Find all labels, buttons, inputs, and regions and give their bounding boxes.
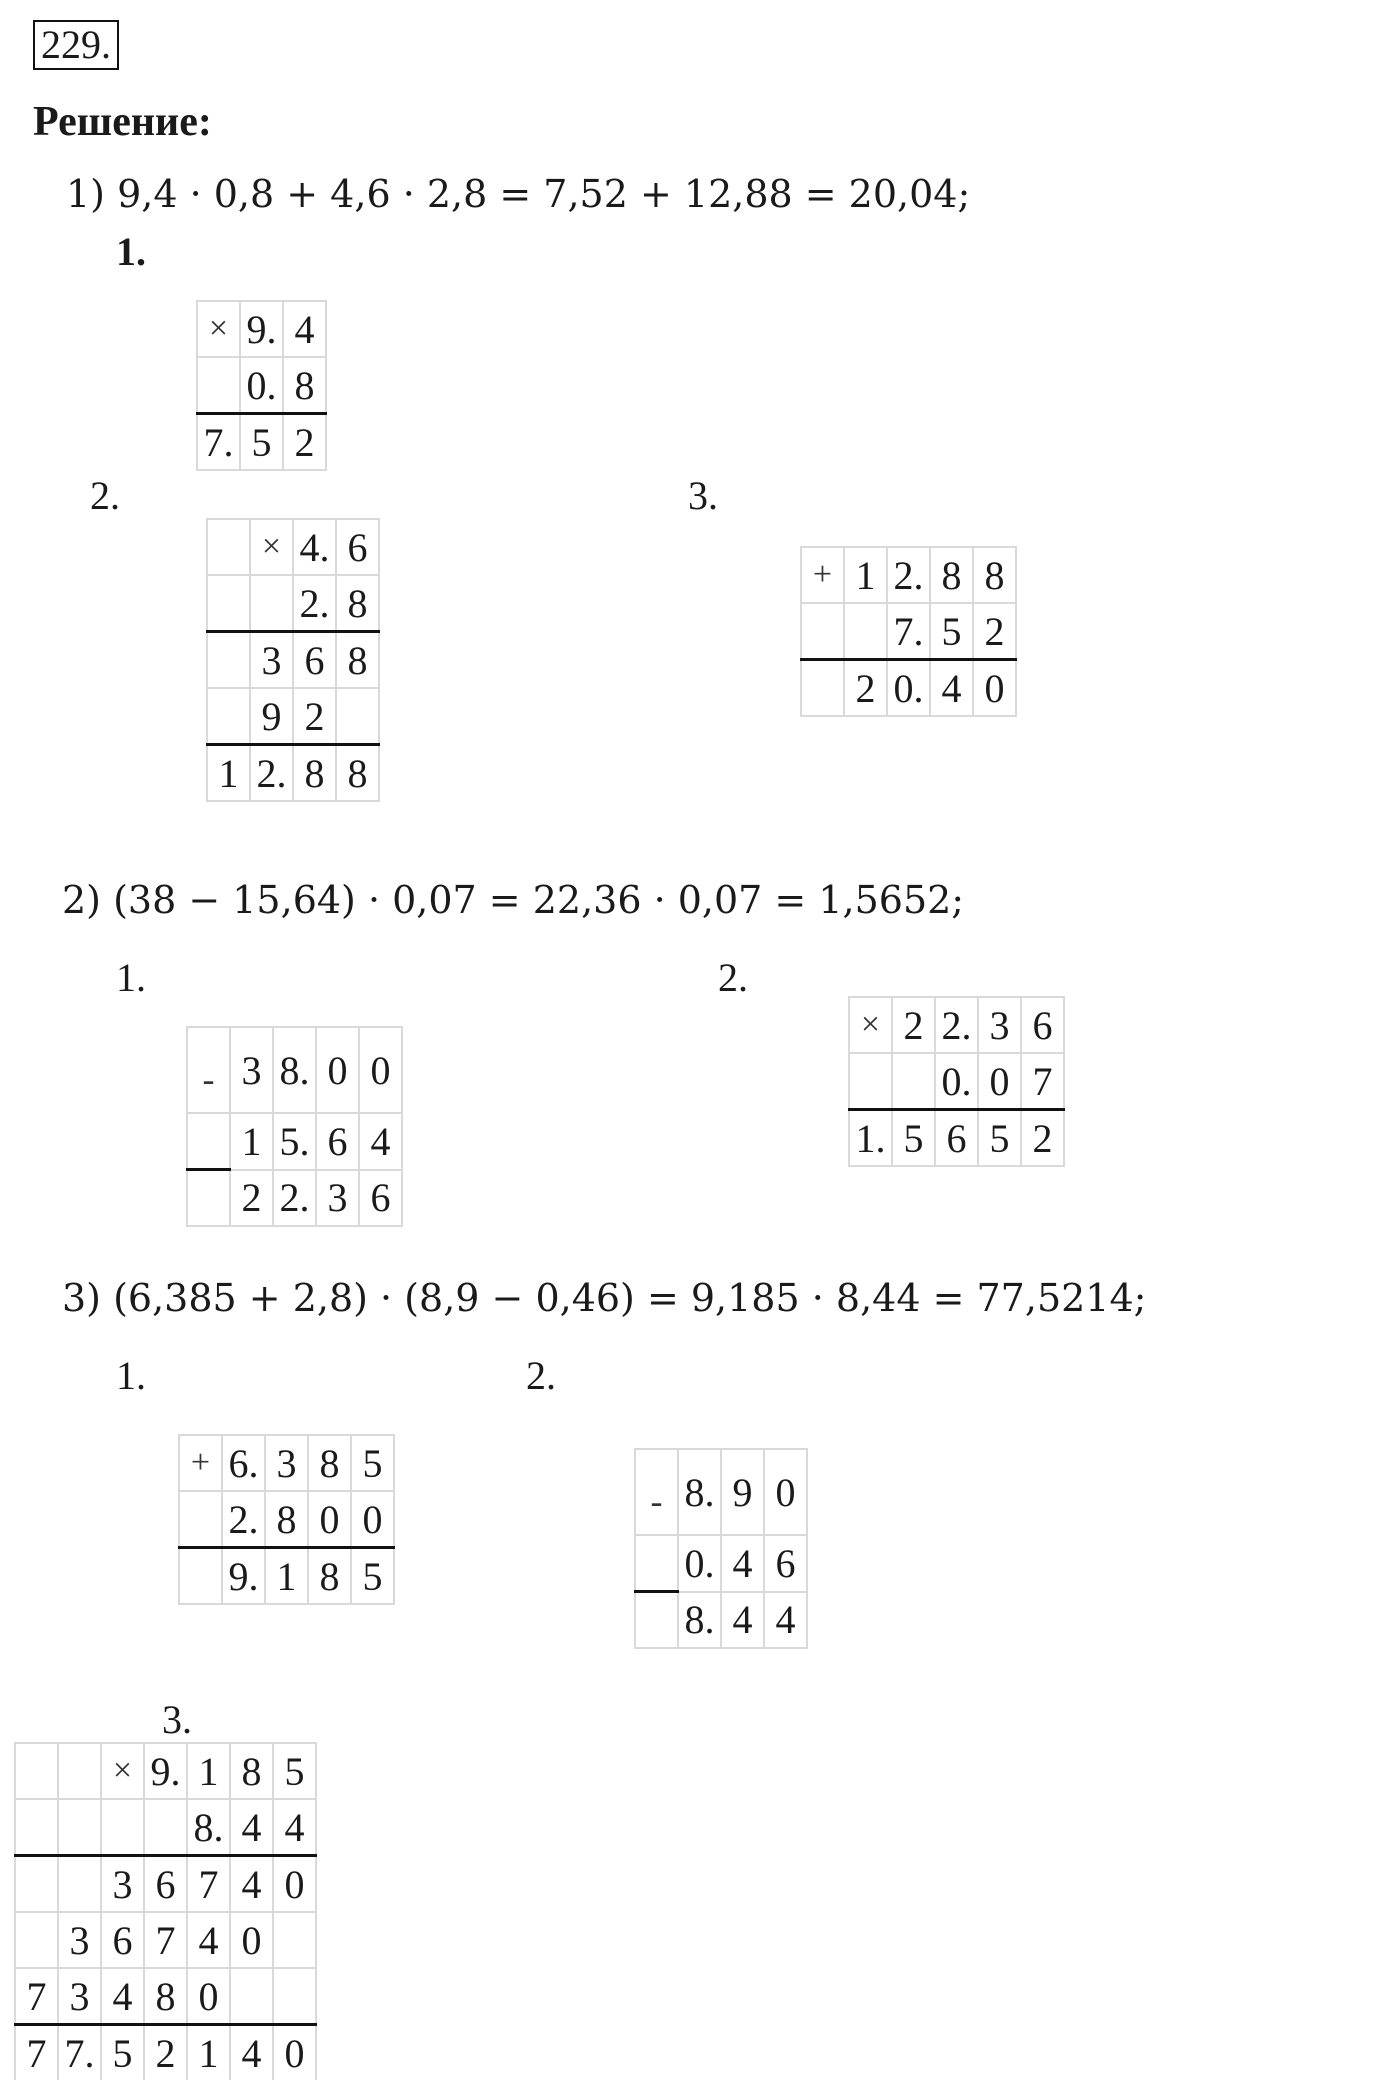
grid-cell: 5. [273,1113,316,1170]
part3-equation: 3) (6,385 + 2,8) · (8,9 − 0,46) = 9,185 · 8,44 = 77,5214; [62,1276,1147,1320]
grid-row [197,357,326,414]
grid-cell: 2. [273,1170,316,1227]
grid-row [15,1856,316,1913]
part2-step1-label: 1. [116,955,146,1000]
grid-row [207,575,379,632]
grid-cell: 3 [230,1027,273,1113]
grid-cell: 0. [240,357,283,414]
part1-grid2 [206,518,380,802]
grid-cell: 6 [336,519,379,575]
grid-row [801,660,1016,717]
part3-step1-label: 1. [116,1353,146,1398]
grid-cell: 4 [930,660,973,717]
grid-cell: 7. [58,2025,101,2080]
grid-cell: 2 [230,1170,273,1227]
grid-cell: 4 [273,1799,316,1856]
grid-cell: 8 [336,632,379,689]
grid-cell: 8 [973,547,1016,603]
part3-step2-label: 2. [526,1353,556,1398]
grid-cell: 0 [273,1856,316,1913]
grid-cell: 8 [336,575,379,632]
operator-sign: × [250,519,293,575]
grid-cell: 1 [207,745,250,802]
grid-cell [336,688,379,745]
grid-cell: 8 [265,1491,308,1548]
grid-cell [179,1491,222,1548]
grid-cell [207,519,250,575]
part1-grid1 [196,300,327,471]
grid-cell: 3 [978,997,1021,1053]
grid-row [15,1912,316,1968]
grid-cell: 5 [351,1548,394,1605]
grid-cell: 4 [101,1968,144,2025]
grid-row [635,1535,807,1592]
grid-cell: 0 [187,1968,230,2025]
grid-cell: 2 [844,660,887,717]
grid-cell: 0 [764,1449,807,1535]
grid-cell [801,660,844,717]
grid-cell [207,575,250,632]
grid-row [635,1449,807,1535]
grid-cell [15,1856,58,1913]
part3-step3-label: 3. [162,1697,192,1742]
grid-cell: 2 [892,997,935,1053]
grid-cell: 3 [265,1435,308,1491]
grid-cell: 1 [187,1743,230,1799]
grid-cell [635,1592,678,1649]
grid-cell: 1 [187,2025,230,2080]
exercise-number-badge: 229. [33,20,119,70]
grid-cell: 9 [721,1449,764,1535]
grid-cell: 7 [15,1968,58,2025]
grid-cell: 0 [308,1491,351,1548]
grid-cell: 8 [293,745,336,802]
grid-cell: 0. [678,1535,721,1592]
grid-row [197,414,326,471]
grid-cell: 6 [316,1113,359,1170]
grid-cell: 7 [187,1856,230,1913]
grid-cell: 4 [230,2025,273,2080]
part3-grid2 [634,1448,808,1649]
grid-cell: 0 [351,1491,394,1548]
operator-sign: + [179,1435,222,1491]
grid-cell: 9. [240,301,283,357]
grid-cell: 7. [887,603,930,660]
grid-cell: 6 [1021,997,1064,1053]
grid-cell: 2. [222,1491,265,1548]
grid-cell: 9. [144,1743,187,1799]
grid-cell [15,1912,58,1968]
grid-cell: 5 [351,1435,394,1491]
grid-cell: 4. [293,519,336,575]
grid-cell: 8 [930,547,973,603]
grid-cell: 5 [978,1110,1021,1167]
grid-cell: 1. [849,1110,892,1167]
grid-cell [273,1912,316,1968]
grid-row [15,2025,316,2080]
grid-row [849,1053,1064,1110]
grid-cell: 3 [101,1856,144,1913]
grid-cell [144,1799,187,1856]
grid-cell [207,632,250,689]
grid-row [635,1592,807,1649]
grid-cell: 8. [678,1449,721,1535]
grid-cell [207,688,250,745]
operator-sign: × [197,301,240,357]
grid-row [207,632,379,689]
operator-sign: × [101,1743,144,1799]
grid-cell: 2. [935,997,978,1053]
grid-cell: 6 [359,1170,402,1227]
operator-sign: - [187,1027,230,1113]
grid-cell: 2. [293,575,336,632]
grid-row [15,1968,316,2025]
grid-cell: 4 [230,1799,273,1856]
grid-cell: 2 [293,688,336,745]
grid-cell: 2 [973,603,1016,660]
grid-cell: 3 [250,632,293,689]
grid-cell [197,357,240,414]
grid-cell [58,1856,101,1913]
grid-cell: 8 [144,1968,187,2025]
grid-row [187,1113,402,1170]
grid-cell [801,603,844,660]
grid-cell: 8 [283,357,326,414]
grid-cell: 0 [973,660,1016,717]
grid-cell [230,1968,273,2025]
grid-cell: 9 [250,688,293,745]
grid-cell: 4 [187,1912,230,1968]
grid-row [849,1110,1064,1167]
grid-cell: 0 [316,1027,359,1113]
grid-cell: 1 [230,1113,273,1170]
grid-cell [844,603,887,660]
grid-row [179,1491,394,1548]
part1-step1-label: 1. [116,229,146,274]
grid-row [15,1799,316,1856]
grid-cell: 4 [230,1856,273,1913]
grid-cell: 6 [144,1856,187,1913]
grid-row [207,688,379,745]
grid-cell [101,1799,144,1856]
grid-cell: 8 [336,745,379,802]
grid-cell: 0 [230,1912,273,1968]
grid-cell [849,1053,892,1110]
grid-cell: 0 [359,1027,402,1113]
grid-cell: 1 [844,547,887,603]
grid-cell: 8 [308,1435,351,1491]
operator-sign: + [801,547,844,603]
grid-cell: 8 [308,1548,351,1605]
grid-cell: 5 [101,2025,144,2080]
grid-cell: 2. [250,745,293,802]
grid-cell: 4 [359,1113,402,1170]
grid-cell [187,1113,230,1170]
grid-row [179,1548,394,1605]
grid-row [801,547,1016,603]
grid-cell: 2. [887,547,930,603]
grid-cell: 7 [1021,1053,1064,1110]
grid-cell: 6 [935,1110,978,1167]
grid-cell [179,1548,222,1605]
grid-cell [58,1799,101,1856]
grid-cell: 6 [293,632,336,689]
grid-cell: 3 [58,1968,101,2025]
part1-step2-label: 2. [90,473,120,518]
grid-cell: 0. [887,660,930,717]
part1-grid3 [800,546,1017,717]
grid-cell: 5 [892,1110,935,1167]
grid-cell: 7 [144,1912,187,1968]
grid-cell: 6 [101,1912,144,1968]
grid-cell: 9. [222,1548,265,1605]
grid-cell: 0 [978,1053,1021,1110]
grid-cell [58,1743,101,1799]
grid-cell: 4 [721,1535,764,1592]
grid-cell: 5 [273,1743,316,1799]
part2-grid1 [186,1026,403,1227]
grid-cell [15,1799,58,1856]
operator-sign: - [635,1449,678,1535]
part2-grid2 [848,996,1065,1167]
grid-cell: 2 [144,2025,187,2080]
grid-row [207,745,379,802]
grid-cell [187,1170,230,1227]
grid-row [197,301,326,357]
grid-row [15,1743,316,1799]
grid-cell: 6 [764,1535,807,1592]
grid-row [187,1027,402,1113]
grid-cell: 6. [222,1435,265,1491]
part1-step3-label: 3. [688,473,718,518]
grid-row [849,997,1064,1053]
part1-equation: 1) 9,4 · 0,8 + 4,6 · 2,8 = 7,52 + 12,88 = 20,04; [66,172,971,216]
grid-cell: 0. [935,1053,978,1110]
part3-grid1 [178,1434,395,1605]
grid-cell [273,1968,316,2025]
part2-step2-label: 2. [718,955,748,1000]
grid-cell: 2 [1021,1110,1064,1167]
grid-cell: 3 [316,1170,359,1227]
grid-cell: 1 [265,1548,308,1605]
grid-cell: 4 [764,1592,807,1649]
grid-cell: 2 [283,414,326,471]
grid-cell: 7. [197,414,240,471]
grid-cell [250,575,293,632]
grid-cell: 8. [187,1799,230,1856]
grid-cell: 8 [230,1743,273,1799]
grid-row [187,1170,402,1227]
grid-cell: 4 [283,301,326,357]
grid-row [179,1435,394,1491]
grid-cell: 5 [930,603,973,660]
part3-grid3 [14,1742,317,2080]
grid-cell: 0 [273,2025,316,2080]
grid-cell: 3 [58,1912,101,1968]
grid-cell [892,1053,935,1110]
grid-row [207,519,379,575]
operator-sign: × [849,997,892,1053]
part2-equation: 2) (38 − 15,64) · 0,07 = 22,36 · 0,07 = 1,5652; [62,878,965,922]
grid-cell: 5 [240,414,283,471]
grid-cell: 7 [15,2025,58,2080]
grid-cell [15,1743,58,1799]
grid-row [801,603,1016,660]
grid-cell [635,1535,678,1592]
solution-heading: Решение: [33,99,212,145]
grid-cell: 4 [721,1592,764,1649]
grid-cell: 8. [678,1592,721,1649]
grid-cell: 8. [273,1027,316,1113]
